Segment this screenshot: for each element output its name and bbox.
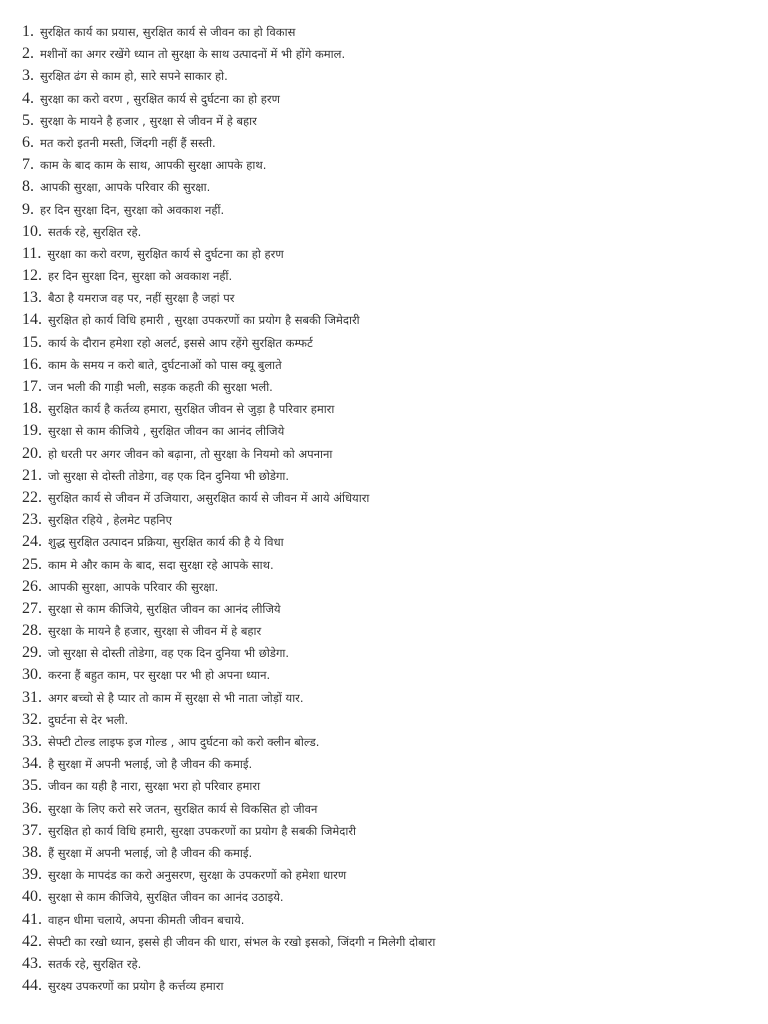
list-item <box>22 199 762 221</box>
item-text: सुरक्षा से काम कीजिये, सुरक्षित जीवन का आनंद लीजिये <box>48 601 281 616</box>
item-text: हर दिन सुरक्षा दिन, सुरक्षा को अवकाश नहीं. <box>40 202 225 217</box>
item-text: सुरक्षित ढंग से काम हो, सारे सपने साकार हो. <box>40 69 228 84</box>
list-item <box>22 798 762 820</box>
item-text: वाहन धीमा चलाये, अपना कीमती जीवन बचाये. <box>48 912 245 927</box>
item-text: सतर्क रहे, सुरक्षित रहे. <box>48 224 142 239</box>
item-text: जन भली की गाड़ी भली, सड़क कहती की सुरक्षा भली. <box>48 380 273 394</box>
list-item <box>22 820 762 842</box>
item-number: 28. <box>22 622 42 640</box>
list-item <box>22 509 762 531</box>
list-item <box>22 886 762 908</box>
list-item <box>22 620 762 642</box>
item-text: कार्य के दौरान हमेशा रहो अलर्ट, इससे आप रहेंगे सुरक्षित कम्फर्ट <box>48 335 313 350</box>
list-item <box>22 909 762 931</box>
item-text: काम के बाद काम के साथ, आपकी सुरक्षा आपके हाथ. <box>40 158 267 173</box>
list-item <box>22 975 762 997</box>
item-number: 44. <box>22 977 42 995</box>
list-item <box>22 376 762 398</box>
item-text: दुघर्टना से देर भली. <box>48 712 129 727</box>
item-text: हर दिन सुरक्षा दिन, सुरक्षा को अवकाश नहीं. <box>48 269 233 284</box>
list-item <box>22 43 762 65</box>
list-item <box>22 598 762 620</box>
list-item <box>22 88 762 110</box>
list-item <box>22 576 762 598</box>
item-number: 11. <box>22 244 42 262</box>
item-text: करना हैं बहुत काम, पर सुरक्षा पर भी हो अपना ध्यान. <box>48 668 271 683</box>
item-number: 6. <box>22 133 34 151</box>
item-text: सुरक्षित रहिये , हेलमेट पहनिए <box>48 513 172 528</box>
item-text: हैं सुरक्षा में अपनी भलाई, जो है जीवन की कमाई. <box>48 845 253 860</box>
list-item <box>22 132 762 154</box>
item-number: 40. <box>22 888 42 906</box>
item-text: सुरक्षा से काम कीजिये, सुरक्षित जीवन का आनंद उठाइये. <box>48 890 284 905</box>
item-number: 31. <box>22 688 42 706</box>
item-text: शुद्ध सुरक्षित उत्पादन प्रक्रिया, सुरक्षित कार्य की है ये विधा <box>48 535 284 550</box>
item-text: सुरक्षित हो कार्य विधि हमारी, सुरक्षा उपकरणों का प्रयोग है सबकी जिमेदारी <box>48 823 357 838</box>
item-text: जो सुरक्षा से दोस्ती तोडेगा, वह एक दिन दुनिया भी छोडेगा. <box>48 468 290 483</box>
item-number: 2. <box>22 45 34 63</box>
list-item <box>22 465 762 487</box>
item-text: सुरक्षा का करो वरण , सुरक्षित कार्य से दुर्घटना का हो हरण <box>40 91 280 106</box>
item-number: 30. <box>22 666 42 684</box>
list-item <box>22 243 762 265</box>
item-text: काम के समय न करो बाते, दुर्घटनाओं को पास क्यू बुलाते <box>48 357 282 372</box>
list-item <box>22 953 762 975</box>
item-number: 12. <box>22 267 42 285</box>
item-number: 15. <box>22 333 42 351</box>
item-text: जो सुरक्षा से दोस्ती तोडेगा, वह एक दिन दुनिया भी छोडेगा. <box>48 646 290 661</box>
item-text: सुरक्षित हो कार्य विधि हमारी , सुरक्षा उपकरणों का प्रयोग है सबकी जिमेदारी <box>48 313 360 328</box>
item-text: सुरक्षित कार्य है कर्तव्य हमारा, सुरक्षित जीवन से जुड़ा है परिवार हमारा <box>48 402 335 417</box>
item-text: काम मे और काम के बाद, सदा सुरक्षा रहे आपके साथ. <box>48 557 274 572</box>
item-text: सुरक्षा का करो वरण, सुरक्षित कार्य से दुर्घटना का हो हरण <box>47 246 284 261</box>
list-item <box>22 420 762 442</box>
list-item <box>22 354 762 376</box>
item-number: 18. <box>22 400 42 418</box>
list-item <box>22 398 762 420</box>
list-item <box>22 65 762 87</box>
item-number: 24. <box>22 533 42 551</box>
item-number: 13. <box>22 289 42 307</box>
list-item <box>22 687 762 709</box>
item-number: 7. <box>22 156 34 174</box>
list-item <box>22 309 762 331</box>
item-text: सुरक्षा के लिए करो सरे जतन, सुरक्षित कार्य से विकसित हो जीवन <box>48 801 318 816</box>
item-number: 16. <box>22 355 42 373</box>
item-text: आपकी सुरक्षा, आपके परिवार की सुरक्षा. <box>40 180 211 195</box>
item-text: बैठा है यमराज वह पर, नहीं सुरक्षा है जहां पर <box>48 291 235 306</box>
item-number: 33. <box>22 733 42 750</box>
item-number: 25. <box>22 555 42 573</box>
list-item <box>22 154 762 176</box>
item-number: 5. <box>22 111 34 129</box>
list-item <box>22 443 762 465</box>
item-number: 23. <box>22 511 42 529</box>
item-number: 8. <box>22 178 34 196</box>
item-text: सेफ्टी टोल्ड लाइफ इज गोल्ड , आप दुर्घटना को करो क्लीन बोल्ड. <box>48 735 320 749</box>
list-item <box>22 487 762 509</box>
list-item <box>22 931 762 953</box>
list-item <box>22 265 762 287</box>
item-text: सेफ्टी का रखो ध्यान, इससे ही जीवन की धारा, संभल के रखो इसको, जिंदगी न मिलेगी दोबारा <box>48 934 436 949</box>
item-number: 14. <box>22 311 42 329</box>
item-number: 35. <box>22 777 42 795</box>
item-number: 22. <box>22 488 42 506</box>
list-item <box>22 21 762 43</box>
item-number: 20. <box>22 444 42 462</box>
list-item <box>22 287 762 309</box>
item-text: मशीनों का अगर रखेंगे ध्यान तो सुरक्षा के साथ उत्पादनों में भी होंगे कमाल. <box>40 47 346 62</box>
item-text: सुरक्षित कार्य का प्रयास, सुरक्षित कार्य से जीवन का हो विकास <box>40 25 296 39</box>
list-item <box>22 753 762 775</box>
item-number: 9. <box>22 200 34 218</box>
item-text: है सुरक्षा में अपनी भलाई, जो है जीवन की कमाई. <box>48 757 253 772</box>
list-item <box>22 554 762 576</box>
item-number: 4. <box>22 89 34 107</box>
item-number: 34. <box>22 755 42 773</box>
item-number: 42. <box>22 932 42 950</box>
item-number: 27. <box>22 599 42 617</box>
item-number: 41. <box>22 910 42 928</box>
item-number: 1. <box>22 23 34 40</box>
slogan-list <box>22 21 762 997</box>
item-text: सुरक्षा के मायने है हजार, सुरक्षा से जीवन में हे बहार <box>48 624 262 639</box>
item-text: सुरक्षा के मायने है हजार , सुरक्षा से जीवन में हे बहार <box>40 113 257 128</box>
item-text: सुरक्षा से काम कीजिये , सुरक्षित जीवन का आनंद लीजिये <box>48 424 285 439</box>
list-item <box>22 221 762 243</box>
item-text: जीवन का यही है नारा, सुरक्षा भरा हो परिवार हमारा <box>48 779 261 794</box>
item-text: सुरक्षा के मापदंड का करो अनुसरण, सुरक्षा के उपकरणों को हमेशा धारण <box>48 868 347 883</box>
item-number: 43. <box>22 954 42 972</box>
list-item <box>22 664 762 686</box>
list-item <box>22 842 762 864</box>
item-number: 37. <box>22 821 42 839</box>
item-number: 32. <box>22 710 42 728</box>
list-item <box>22 864 762 886</box>
list-item <box>22 775 762 797</box>
item-text: सतर्क रहे, सुरक्षित रहे. <box>48 956 142 971</box>
list-item <box>22 531 762 553</box>
item-number: 3. <box>22 67 34 85</box>
item-text: सुरक्ष्य उपकरणों का प्रयोग है कर्त्तव्य हमारा <box>48 979 224 994</box>
item-number: 29. <box>22 644 42 662</box>
item-number: 10. <box>22 222 42 240</box>
item-number: 21. <box>22 466 42 484</box>
item-number: 19. <box>22 422 42 440</box>
list-item <box>22 176 762 198</box>
list-item <box>22 642 762 664</box>
item-text: मत करो इतनी मस्ती, जिंदगी नहीं हैं सस्ती. <box>40 135 216 150</box>
item-text: आपकी सुरक्षा, आपके परिवार की सुरक्षा. <box>48 579 219 594</box>
list-item <box>22 110 762 132</box>
item-text: सुरक्षित कार्य से जीवन में उजियारा, असुरक्षित कार्य से जीवन में आये अंधियारा <box>48 490 370 505</box>
item-number: 36. <box>22 799 42 817</box>
item-text: अगर बच्चो से है प्यार तो काम में सुरक्षा से भी नाता जोड़ों यार. <box>48 690 304 705</box>
item-number: 17. <box>22 378 42 395</box>
list-item <box>22 332 762 354</box>
list-item <box>22 731 762 753</box>
item-text: हो धरती पर अगर जीवन को बढ़ाना, तो सुरक्षा के नियमो को अपनाना <box>48 446 333 461</box>
item-number: 38. <box>22 843 42 861</box>
list-item <box>22 709 762 731</box>
item-number: 39. <box>22 866 42 884</box>
item-number: 26. <box>22 577 42 595</box>
